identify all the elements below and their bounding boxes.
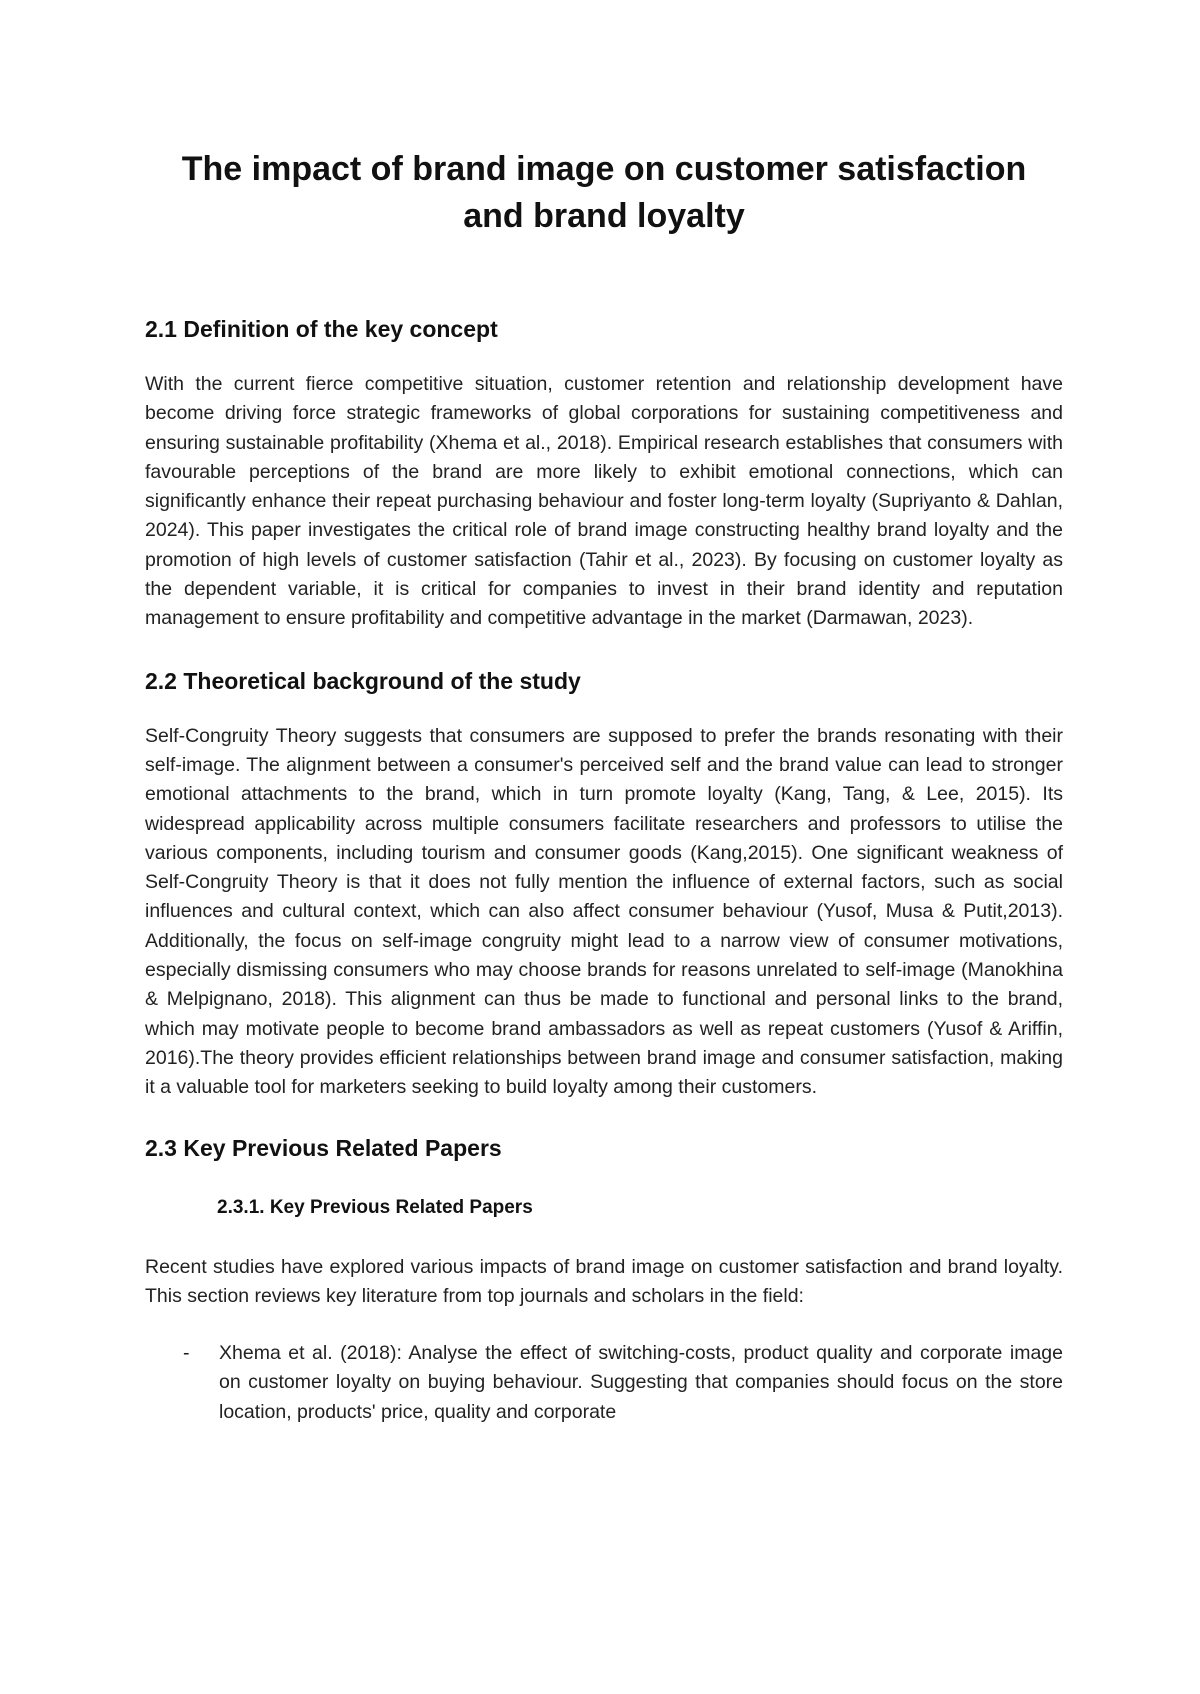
related-papers-list	[145, 1339, 1063, 1427]
title-line-2: and brand loyalty	[463, 197, 745, 235]
section-2-2-paragraph: Self-Congruity Theory suggests that consumers are supposed to prefer the brands resonating with their self-image. The alignment between a consumer's perceived self and the brand value can lead to stronger emotional attachments to the brand, which in turn promote loyalty (Kang, Tang, & Lee, 2015). Its widespread applicability across multiple consumers facilitate researchers and professors to utilise the various components, including tourism and consumer goods (Kang,2015). One significant weakness of Self-Congruity Theory is that it does not fully mention the influence of external factors, such as social influences and cultural context, which can also affect consumer behaviour (Yusof, Musa & Putit,2013). Additionally, the focus on self-image congruity might lead to a narrow view of consumer motivations, especially dismissing consumers who may choose brands for reasons unrelated to self-image (Manokhina & Melpignano, 2018). This alignment can thus be made to functional and personal links to the brand, which may motivate people to become brand ambassadors as well as repeat customers (Yusof & Ariffin, 2016).The theory provides efficient relationships between brand image and consumer satisfaction, making it a valuable tool for marketers seeking to build loyalty among their customers.	[145, 724, 1063, 1099]
section-2-3-intro-paragraph: Recent studies have explored various impacts of brand image on customer satisfaction and brand loyalty. This section reviews key literature from top journals and scholars in the field:	[145, 1255, 1063, 1307]
list-item	[145, 1339, 1063, 1427]
dash-bullet-icon: -	[183, 1342, 190, 1365]
section-2-3-1-heading: 2.3.1. Key Previous Related Papers	[217, 1196, 533, 1218]
section-2-2-heading: 2.2 Theoretical background of the study	[145, 667, 581, 694]
document-title	[145, 146, 1063, 240]
title-line-1: The impact of brand image on customer satisfaction	[181, 150, 1027, 188]
list-item-text: Xhema et al. (2018): Analyse the effect of switching-costs, product quality and corporate image on customer loyalty on buying behaviour. Suggesting that companies should focus on the store location, products' price, quality and corporate	[219, 1342, 1063, 1423]
section-2-1-heading: 2.1 Definition of the key concept	[145, 316, 498, 342]
section-2-3-heading: 2.3 Key Previous Related Papers	[145, 1134, 502, 1161]
document-page	[145, 0, 1063, 1427]
section-2-1-paragraph: With the current fierce competitive situation, customer retention and relationship development have become driving force strategic frameworks of global corporations for sustaining competitiveness and ensuring sustainable profitability (Xhema et al., 2018). Empirical research establishes that consumers with favourable perceptions of the brand are more likely to exhibit emotional connections, which can significantly enhance their repeat purchasing behaviour and foster long-term loyalty (Supriyanto & Dahlan, 2024). This paper investigates the critical role of brand image constructing healthy brand loyalty and the promotion of high levels of customer satisfaction (Tahir et al., 2023). By focusing on customer loyalty as the dependent variable, it is critical for companies to invest in their brand identity and reputation management to ensure profitability and competitive advantage in the market (Darmawan, 2023).	[145, 373, 1063, 630]
